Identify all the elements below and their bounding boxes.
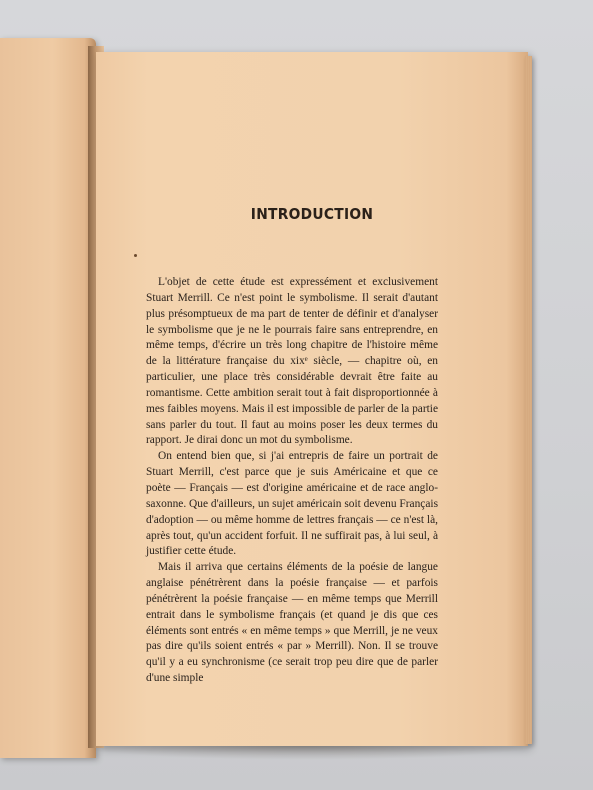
paragraph: On entend bien que, si j'ai entrepris de faire un portrait de Stuart Merrill, c'est parce que je suis Américaine et que ce poète — Français — est d'origine américaine et de race anglo-saxonne. Que d'ailleurs, un sujet américain soit devenu Français d'adoption — ou même homme de lettres français — ce n'est là, après tout, qu'un accident forfuit. Il ne suffirait pas, à lui seul, à justifier cette étude.: [146, 450, 438, 558]
ink-speck: [134, 254, 137, 257]
paragraph: L'objet de cette étude est expressément et exclusivement Stuart Merrill. Ce n'est point le symbolisme. Il serait d'autant plus présomptueux de ma part de tenter de définir et d'analyser le symbolisme que je ne le pourrais faire sans entreprendre, en même temps, d'écrire un très long chapitre de l'histoire même de la littérature française du xixᵉ siècle, — chapitre où, en particulier, une place très considérable devrait être faite au romantisme. Cette ambition serait tout à fait disproportionnée à mes faibles moyens. Mais il est impossible de parler de la partie sans parler du tout. Il faut au moins poser les deux termes du rapport. Je dirai donc un mot du symbolisme.: [146, 276, 438, 447]
body-text: [146, 275, 438, 687]
paragraph: Mais il arriva que certains éléments de la poésie de langue anglaise pénétrèrent dans la poésie française — et parfois pénétrèrent la poésie française — en même temps que Merrill entrait dans le symbolisme français (et quand je dis que ces éléments sont entrés « en même temps » que Merrill, je ne veux pas dire qu'ils soient entrés « par » Merrill). Non. Il se trouve qu'il y a eu synchronisme (ce serait trop peu dire que de parler d'une simple: [146, 561, 438, 685]
chapter-title: INTRODUCTION: [250, 205, 374, 223]
page-edge: [525, 56, 532, 744]
left-page: [0, 38, 96, 758]
